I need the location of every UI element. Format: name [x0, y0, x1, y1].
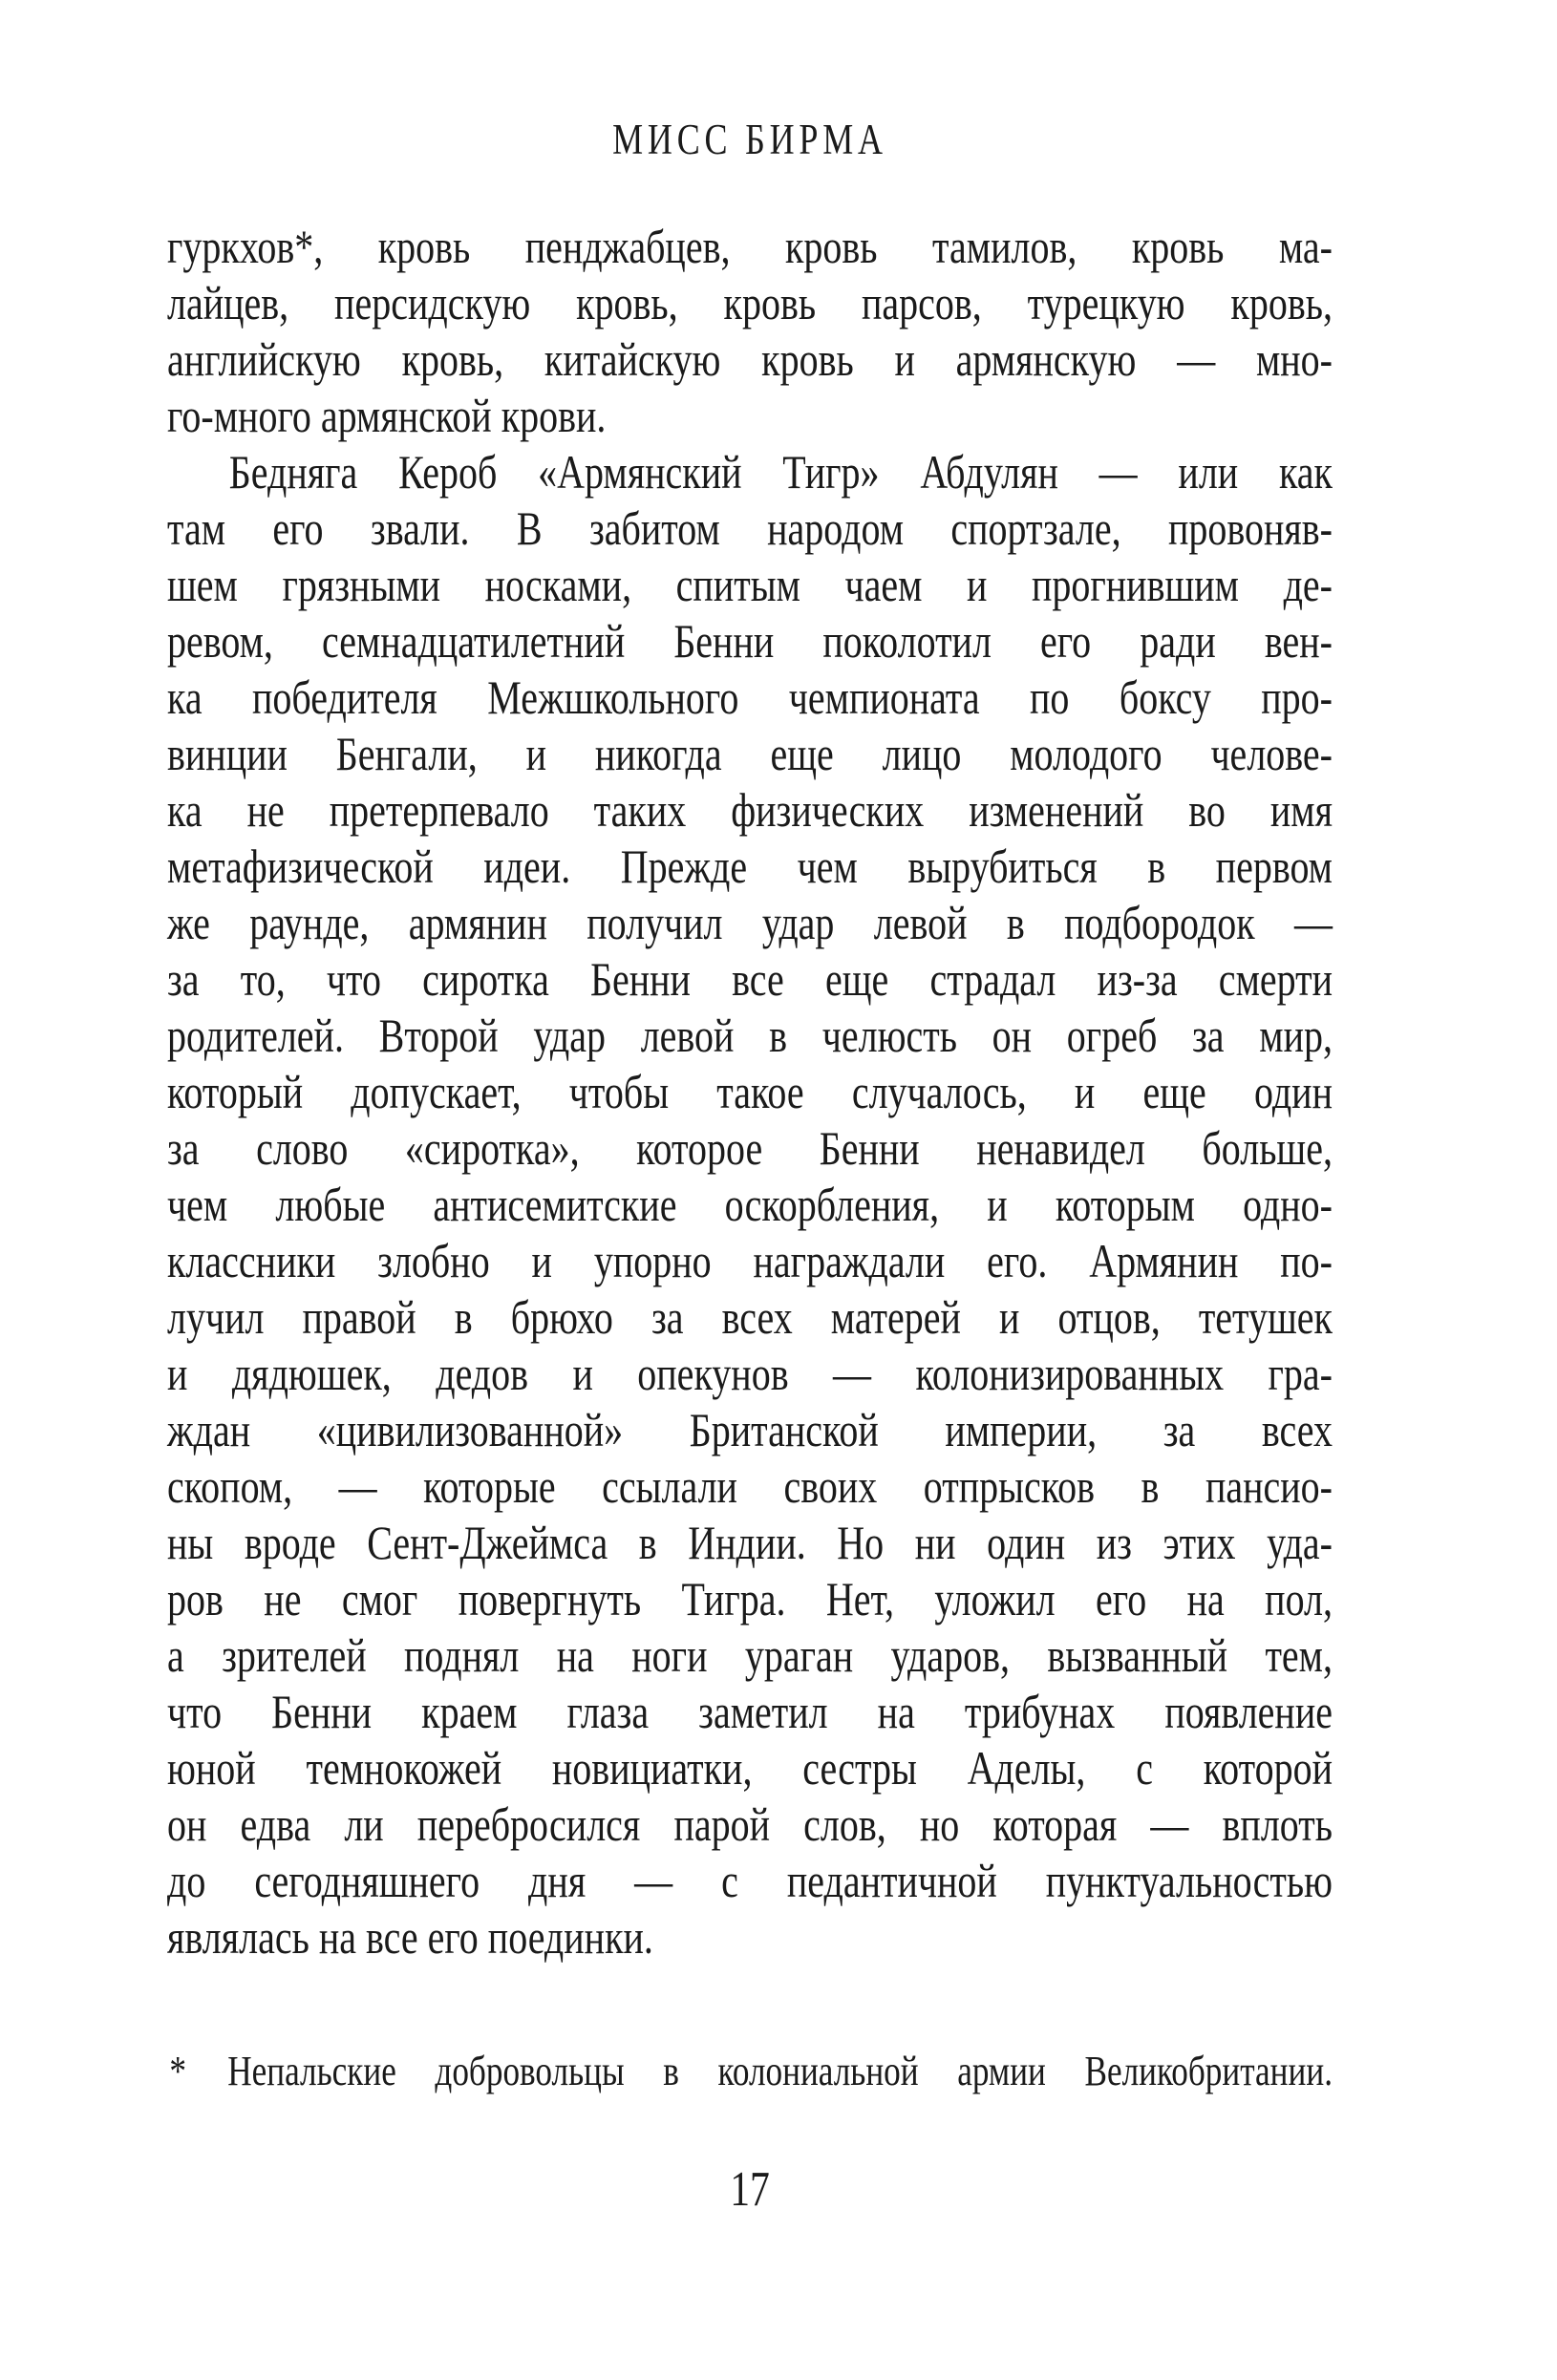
text-line: скопом, — которые ссылали своих отпрысков в пансио-: [167, 1459, 1333, 1513]
text-line: являлась на все его поединки.: [167, 1910, 653, 1964]
text-line: ревом, семнадцатилетний Бенни поколотил его ради вен-: [167, 614, 1333, 668]
text-line: что Бенни краем глаза заметил на трибунах появление: [167, 1685, 1333, 1738]
text-line: английскую кровь, китайскую кровь и армянскую — мно-: [167, 332, 1333, 386]
text-line: лучил правой в брюхо за всех матерей и отцов, тетушек: [167, 1290, 1333, 1344]
text-line: за слово «сиротка», которое Бенни ненавидел больше,: [167, 1121, 1333, 1175]
text-line: же раунде, армянин получил удар левой в подбородок —: [167, 896, 1333, 949]
text-line: винции Бенгали, и никогда еще лицо молодого челове-: [167, 727, 1333, 780]
text-line: до сегодняшнего дня — с педантичной пунктуальностью: [167, 1854, 1333, 1907]
text-line: ка победителя Межшкольного чемпионата по боксу про-: [167, 670, 1333, 724]
footnote: [167, 2047, 1333, 2096]
text-line: метафизической идеи. Прежде чем вырубиться в первом: [167, 839, 1333, 893]
text-line: лайцев, персидскую кровь, кровь парсов, турецкую кровь,: [167, 276, 1333, 329]
text-line: классники злобно и упорно награждали его. Армянин по-: [167, 1234, 1333, 1287]
text-line: за то, что сиротка Бенни все еще страдал из-за смерти: [167, 952, 1333, 1006]
text-line: родителей. Второй удар левой в челюсть он огреб за мир,: [167, 1009, 1333, 1062]
body-text: [167, 219, 1333, 1966]
text-line: ждан «цивилизованной» Британской империи, за всех: [167, 1403, 1333, 1456]
text-line: го-много армянской крови.: [167, 389, 607, 442]
text-line: Бедняга Кероб «Армянский Тигр» Абдулян — или как: [228, 445, 1333, 499]
text-line: а зрителей поднял на ноги ураган ударов, вызванный тем,: [167, 1628, 1333, 1682]
running-head: МИСС БИРМА: [612, 116, 887, 163]
text-line: который допускает, чтобы такое случалось, и еще один: [167, 1065, 1333, 1118]
text-line: юной темнокожей новициатки, сестры Аделы, с которой: [167, 1741, 1333, 1795]
page-number: 17: [730, 2162, 770, 2217]
text-line: и дядюшек, дедов и опекунов — колонизированных гра-: [167, 1347, 1333, 1400]
footnote-marker: *: [169, 2048, 186, 2094]
text-line: шем грязными носками, спитым чаем и прогнившим де-: [167, 558, 1333, 611]
text-line: ров не смог повергнуть Тигра. Нет, уложил его на пол,: [167, 1572, 1333, 1626]
paragraph: [167, 444, 1333, 1966]
text-line: чем любые антисемитские оскорбления, и которым одно-: [167, 1178, 1333, 1231]
text-line: там его звали. В забитом народом спортзале, провоняв-: [167, 501, 1333, 555]
text-line: ка не претерпевало таких физических изменений во имя: [167, 783, 1333, 837]
paragraph: [167, 219, 1333, 444]
text-line: ны вроде Сент-Джеймса в Индии. Но ни один из этих уда-: [167, 1516, 1333, 1569]
footnote-text: Непальские добровольцы в колониальной армии Великобритании.: [227, 2048, 1333, 2094]
text-line: он едва ли перебросился парой слов, но которая — вплоть: [167, 1797, 1333, 1851]
text-line: гуркхов*, кровь пенджабцев, кровь тамилов, кровь ма-: [167, 220, 1333, 273]
